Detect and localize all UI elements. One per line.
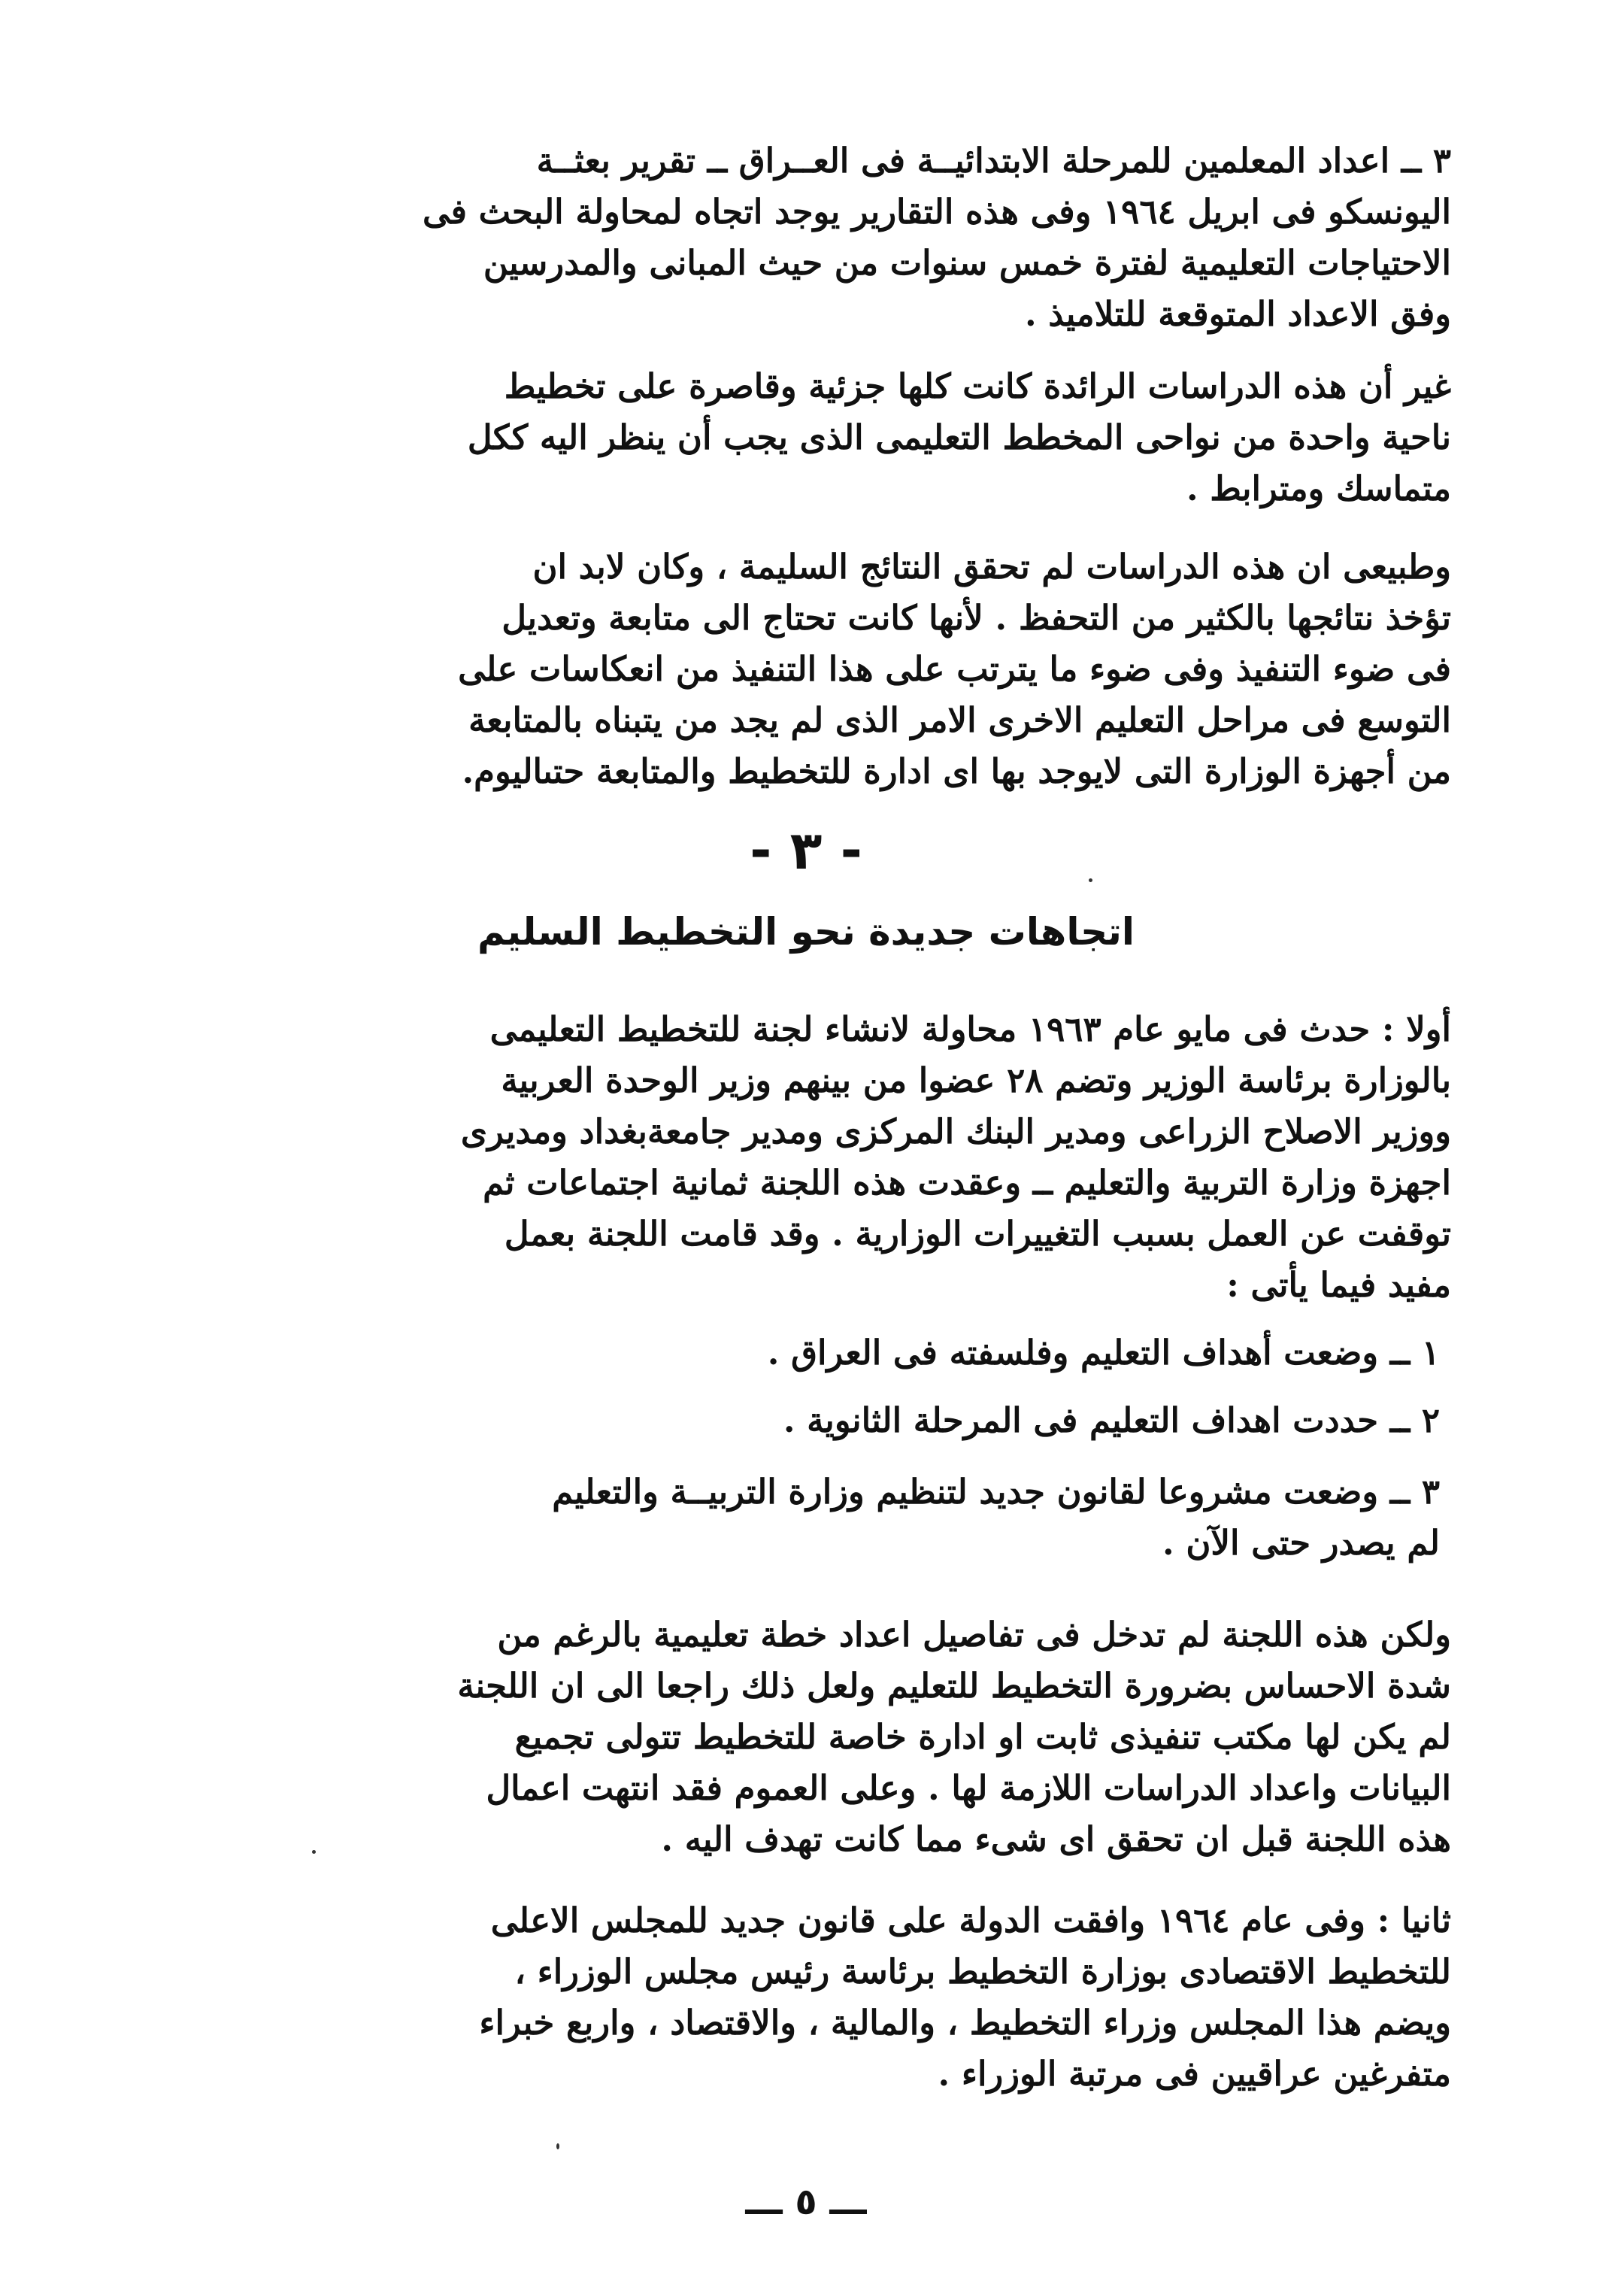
text-line bbox=[278, 1004, 1451, 1055]
text-line: ٣ ــ اعداد المعلمين للمرحلة الابتدائيــة فى العــراق ــ تقرير بعثــة bbox=[536, 141, 1451, 180]
lead-label: أولا : bbox=[1381, 1009, 1451, 1049]
text-line: ولكن هذه اللجنة لم تدخل فى تفاصيل اعداد خطة تعليمية بالرغم من bbox=[497, 1615, 1451, 1655]
text-line: الاحتياجات التعليمية لفترة خمس سنوات من حيث المبانى والمدرسين bbox=[483, 243, 1451, 283]
text-line: اليونسكو فى ابريل ١٩٦٤ وفى هذه التقارير يوجد اتجاه لمحاولة البحث فى bbox=[422, 192, 1451, 232]
text-line: وفق الاعداد المتوقعة للتلاميذ . bbox=[1024, 294, 1451, 334]
text-line: غير أن هذه الدراسات الرائدة كانت كلها جزئية وقاصرة على تخطيط bbox=[504, 366, 1451, 406]
paragraph-first-committee bbox=[278, 1004, 1451, 1311]
text-line: ويضم هذا المجلس وزراء التخطيط ، والمالية ، والاقتصاد ، واربع خبراء bbox=[479, 2003, 1451, 2043]
text-line: بالوزارة برئاسة الوزير وتضم ٢٨ عضوا من بينهم وزير الوحدة العربية bbox=[501, 1060, 1451, 1100]
text-line: من أجهزة الوزارة التى لايوجد بها اى ادارة للتخطيط والمتابعة حتىاليوم. bbox=[462, 751, 1451, 791]
text-line: لم يصدر حتى الآن . bbox=[1162, 1523, 1440, 1563]
scan-speck bbox=[312, 1850, 316, 1854]
list-item bbox=[278, 1466, 1440, 1569]
page-number: ـــ ٥ ـــ bbox=[745, 2181, 867, 2223]
text-line: تؤخذ نتائجها بالكثير من التحفظ . لأنها كانت تحتاج الى متابعة وتعديل bbox=[501, 598, 1451, 638]
text-line: البيانات واعداد الدراسات اللازمة لها . وعلى العموم فقد انتهت اعمال bbox=[486, 1768, 1451, 1808]
section-heading: اتجاهات جديدة نحو التخطيط السليم bbox=[477, 910, 1135, 954]
paragraph-results bbox=[278, 541, 1451, 797]
lead-label: ثانيا : bbox=[1377, 1900, 1451, 1940]
text-line: ووزير الاصلاح الزراعى ومدير البنك المركزى ومدير جامعةبغداد ومديرى bbox=[460, 1112, 1451, 1151]
text-line: ٣ ــ وضعت مشروعا لقانون جديد لتنظيم وزارة التربيــة والتعليم bbox=[552, 1472, 1440, 1512]
text-fragment: وفى عام ١٩٦٤ وافقت الدولة على قانون جديد للمجلس الاعلى bbox=[490, 1900, 1377, 1940]
text-line: للتخطيط الاقتصادى بوزارة التخطيط برئاسة رئيس مجلس الوزراء ، bbox=[514, 1952, 1451, 1991]
paragraph-unesco-report bbox=[278, 135, 1451, 340]
text-line: وطبيعى ان هذه الدراسات لم تحقق النتائج السليمة ، وكان لابد ان bbox=[532, 547, 1451, 587]
text-line: شدة الاحساس بضرورة التخطيط للتعليم ولعل ذلك راجعا الى ان اللجنة bbox=[457, 1666, 1451, 1706]
paragraph-second-council bbox=[278, 1895, 1451, 2100]
paragraph-committee-outcome bbox=[278, 1609, 1451, 1865]
text-line: متفرغين عراقيين فى مرتبة الوزراء . bbox=[938, 2054, 1451, 2094]
text-line: توقفت عن العمل بسبب التغييرات الوزارية . وقد قامت اللجنة بعمل bbox=[504, 1214, 1451, 1254]
text-line: ناحية واحدة من نواحى المخطط التعليمى الذى يجب أن ينظر اليه ككل bbox=[467, 417, 1451, 457]
paragraph-partial-studies bbox=[278, 361, 1451, 514]
list-item: ٢ ــ حددت اهداف التعليم فى المرحلة الثانوية . bbox=[783, 1400, 1440, 1440]
text-line: متماسك ومترابط . bbox=[1186, 469, 1451, 508]
text-line: مفيد فيما يأتى : bbox=[1226, 1265, 1451, 1305]
text-line: فى ضوء التنفيذ وفى ضوء ما يترتب على هذا التنفيذ من انعكاسات على bbox=[458, 649, 1451, 689]
scan-speck bbox=[1089, 878, 1092, 882]
scan-speck bbox=[556, 2143, 559, 2149]
text-fragment: حدث فى مايو عام ١٩٦٣ محاولة لانشاء لجنة للتخطيط التعليمى bbox=[489, 1009, 1382, 1049]
text-line: لم يكن لها مكتب تنفيذى ثابت او ادارة خاصة للتخطيط تتولى تجميع bbox=[514, 1717, 1451, 1757]
section-number: - ٣ - bbox=[750, 820, 862, 881]
text-line bbox=[278, 1895, 1451, 1946]
text-line: التوسع فى مراحل التعليم الاخرى الامر الذى لم يجد من يتبناه بالمتابعة bbox=[468, 700, 1451, 740]
list-item: ١ ــ وضعت أهداف التعليم وفلسفته فى العراق . bbox=[767, 1333, 1440, 1372]
text-line: هذه اللجنة قبل ان تحقق اى شىء مما كانت تهدف اليه . bbox=[661, 1819, 1451, 1859]
text-line: اجهزة وزارة التربية والتعليم ــ وعقدت هذه اللجنة ثمانية اجتماعات ثم bbox=[483, 1163, 1451, 1203]
